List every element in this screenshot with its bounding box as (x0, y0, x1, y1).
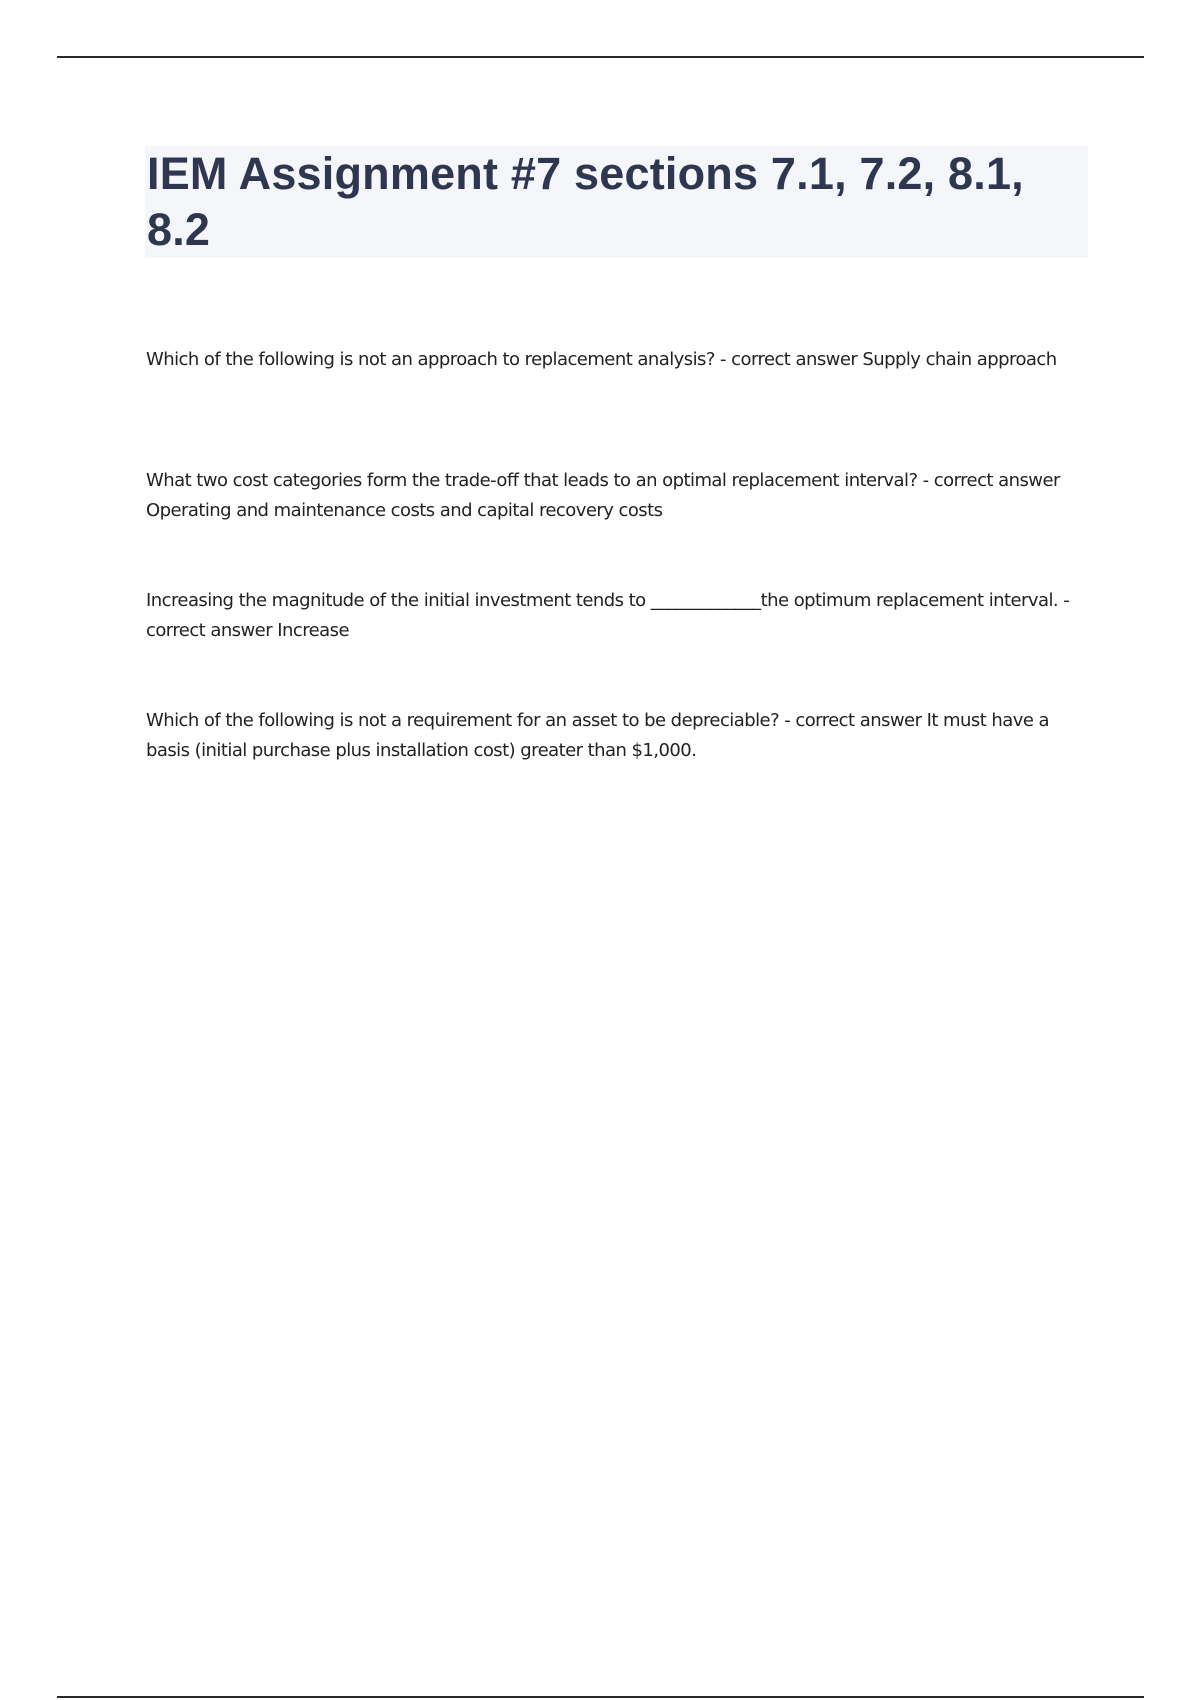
title-block (145, 146, 1088, 258)
qa-item-1: Which of the following is not an approach to replacement analysis? - correct answer Supply chain approach (146, 349, 1057, 370)
qa-item-3: Increasing the magnitude of the initial investment tends to _____________the optimum replacement interval. - correct answer Increase (146, 590, 1070, 641)
qa-item-2: What two cost categories form the trade-off that leads to an optimal replacement interval? - correct answer Operating and maintenance costs and capital recovery costs (146, 470, 1060, 521)
header-rule (57, 56, 1144, 58)
document-title: IEM Assignment #7 sections 7.1, 7.2, 8.1, 8.2 (147, 148, 1024, 255)
qa-item-4: Which of the following is not a requirement for an asset to be depreciable? - correct answer It must have a basis (initial purchase plus installation cost) greater than $1,000. (146, 710, 1049, 761)
footer-rule (57, 1696, 1144, 1698)
